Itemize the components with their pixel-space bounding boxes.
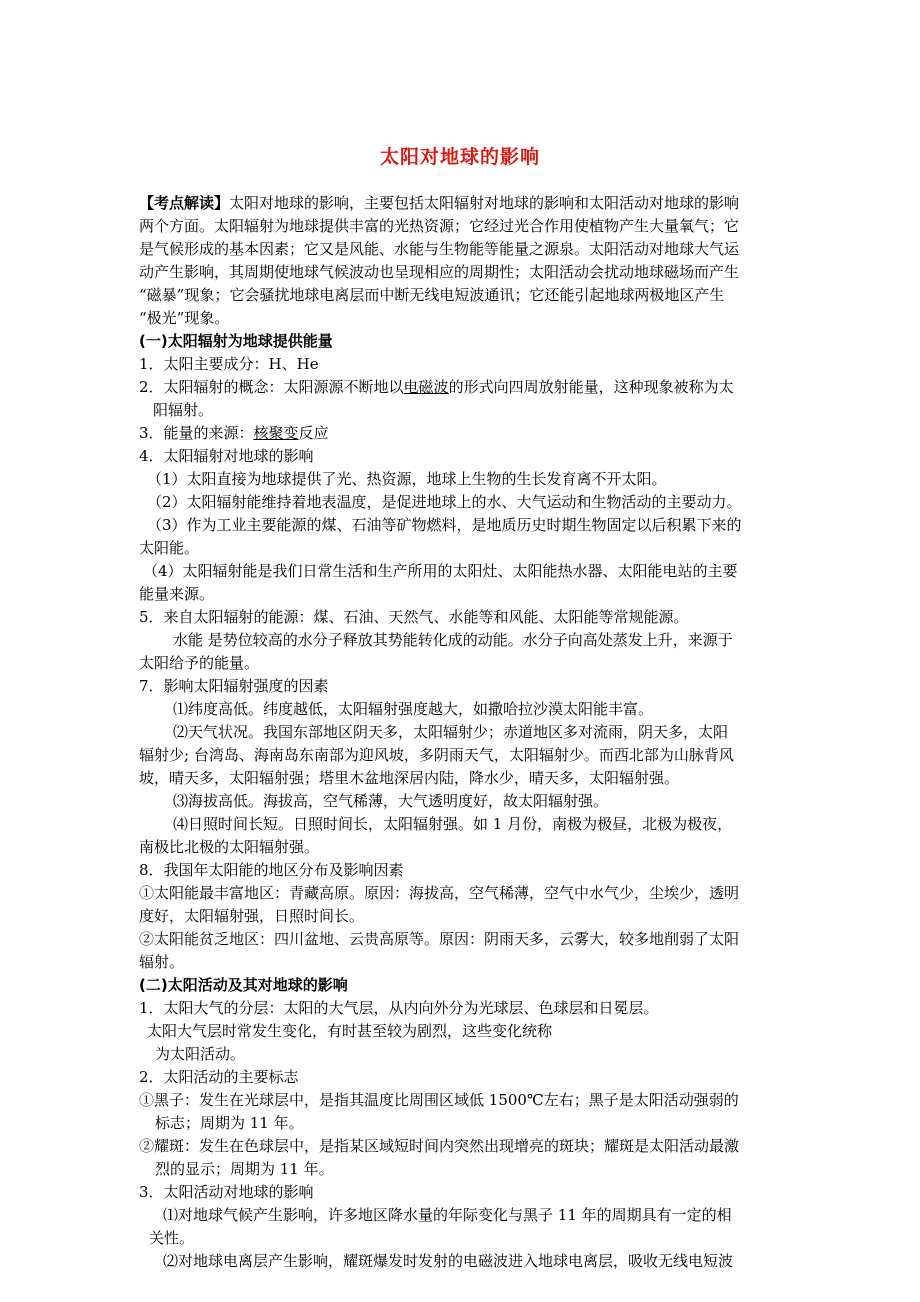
sub-item: ⑶海拔高低。海拔高，空气稀薄，大气透明度好，故太阳辐射强。 <box>173 792 609 810</box>
section-heading-1: (一)太阳辐射为地球提供能量 <box>139 332 333 350</box>
list-item: 3．太阳活动对地球的影响 <box>139 1183 314 1201</box>
underlined-term: 电磁波 <box>403 378 449 396</box>
intro-line-6: “极光”现象。 <box>139 309 230 327</box>
sub-item: （4）太阳辐射能是我们日常生活和生产所用的太阳灶、太阳能热水器、太阳能电站的主要 <box>143 562 738 580</box>
intro-line-1 <box>139 192 739 214</box>
sub-item-cont: 太阳能。 <box>139 539 200 557</box>
list-item: 1．太阳大气的分层：太阳的大气层，从内向外分为光球层、色球层和日冕层。 <box>139 999 659 1017</box>
sub-item-cont: 能量来源。 <box>139 585 215 603</box>
sub-item: ②太阳能贫乏地区：四川盆地、云贵高原等。原因：阴雨天多，云雾大，较多地削弱了太阳 <box>139 930 740 948</box>
intro-line-3: 是气候形成的基本因素；它又是风能、水能与生物能等能量之源泉。太阳活动对地球大气运 <box>139 240 740 258</box>
paragraph: 太阳大气层时常发生变化，有时甚至较为剧烈，这些变化统称 <box>147 1022 553 1040</box>
intro-label: 【考点解读】 <box>139 194 230 212</box>
list-item: 5．来自太阳辐射的能源：煤、石油、天然气、水能等和风能、太阳能等常规能源。 <box>139 608 689 626</box>
sub-item-cont: 辐射。 <box>139 953 185 971</box>
sub-item: ②耀斑：发生在色球层中，是指某区域短时间内突然出现增亮的斑块；耀斑是太阳活动最激 <box>139 1137 740 1155</box>
sub-item: （3）作为工业主要能源的煤、石油等矿物燃料，是地质历史时期生物固定以后积累下来的 <box>147 516 742 534</box>
sub-item: ⑷日照时间长短。日照时间长，太阳辐射强。如 1 月份，南极为极昼，北极为极夜， <box>173 815 733 833</box>
list-item: 4．太阳辐射对地球的影响 <box>139 447 314 465</box>
list-item: 7．影响太阳辐射强度的因素 <box>139 677 329 695</box>
sub-item: （2）太阳辐射能维持着地表温度，是促进地球上的水、大气运动和生物活动的主要动力。 <box>147 493 742 511</box>
sub-item-cont: 南极比北极的太阳辐射强。 <box>139 838 320 856</box>
sub-item: ⑵对地球电离层产生影响，耀斑爆发时发射的电磁波进入地球电离层，吸收无线电短波 <box>163 1252 734 1270</box>
sub-item-cont: 度好，太阳辐射强，日照时间长。 <box>139 907 365 925</box>
paragraph-cont: 为太阳活动。 <box>155 1045 246 1063</box>
paragraph: 水能 是势位较高的水分子释放其势能转化成的动能。水分子向高处蒸发上升，来源于 <box>173 631 733 649</box>
underlined-term: 核聚变 <box>253 424 299 442</box>
sub-item-cont: 烈的显示；周期为 11 年。 <box>155 1160 334 1178</box>
paragraph-cont: 太阳给予的能量。 <box>139 654 260 672</box>
sub-item-cont: 坡，晴天多，太阳辐射强；塔里木盆地深居内陆，降水少，晴天多，太阳辐射强。 <box>139 769 680 787</box>
list-item: 2．太阳活动的主要标志 <box>139 1068 299 1086</box>
sub-item: ⑵天气状况。我国东部地区阴天多，太阳辐射少；赤道地区多对流雨，阴天多，太阳 <box>173 723 729 741</box>
list-item: 3．能量的来源：核聚变反应 <box>139 424 329 442</box>
list-item-cont: 阳辐射。 <box>153 401 214 419</box>
section-heading-2: (二)太阳活动及其对地球的影响 <box>139 976 348 994</box>
sub-item: ⑴对地球气候产生影响，许多地区降水量的年际变化与黑子 11 年的周期具有一定的相 <box>163 1206 732 1224</box>
sub-item: （1）太阳直接为地球提供了光、热资源，地球上生物的生长发育离不开太阳。 <box>147 470 667 488</box>
list-item: 2．太阳辐射的概念：太阳源源不断地以电磁波的形式向四周放射能量，这种现象被称为太 <box>139 378 734 396</box>
sub-item: ⑴纬度高低。纬度越低，太阳辐射强度越大，如撒哈拉沙漠太阳能丰富。 <box>173 700 654 718</box>
sub-item: ①黑子：发生在光球层中，是指其温度比周围区域低 1500℃左右；黑子是太阳活动强弱的 <box>139 1091 739 1109</box>
list-item: 8．我国年太阳能的地区分布及影响因素 <box>139 861 404 879</box>
intro-line-2: 两个方面。太阳辐射为地球提供丰富的光热资源；它经过光合作用使植物产生大量氧气；它 <box>139 217 740 235</box>
intro-text: 太阳对地球的影响，主要包括太阳辐射对地球的影响和太阳活动对地球的影响 <box>229 194 740 212</box>
intro-line-5: “磁暴”现象；它会骚扰地球电离层而中断无线电短波通讯；它还能引起地球两极地区产生 <box>139 286 725 304</box>
list-item: 1．太阳主要成分：H、He <box>139 355 319 373</box>
page-title: 太阳对地球的影响 <box>379 146 540 168</box>
sub-item: ①太阳能最丰富地区：青藏高原。原因：海拔高，空气稀薄，空气中水气少，尘埃少，透明 <box>139 884 740 902</box>
sub-item-cont: 辐射少; 台湾岛、海南岛东南部为迎风坡，多阴雨天气，太阳辐射少。而西北部为山脉背风 <box>139 746 734 764</box>
sub-item-cont: 关性。 <box>149 1229 195 1247</box>
intro-line-4: 动产生影响，其周期使地球气候波动也呈现相应的周期性；太阳活动会扰动地球磁场而产生 <box>139 263 740 281</box>
sub-item-cont: 标志；周期为 11 年。 <box>155 1114 304 1132</box>
